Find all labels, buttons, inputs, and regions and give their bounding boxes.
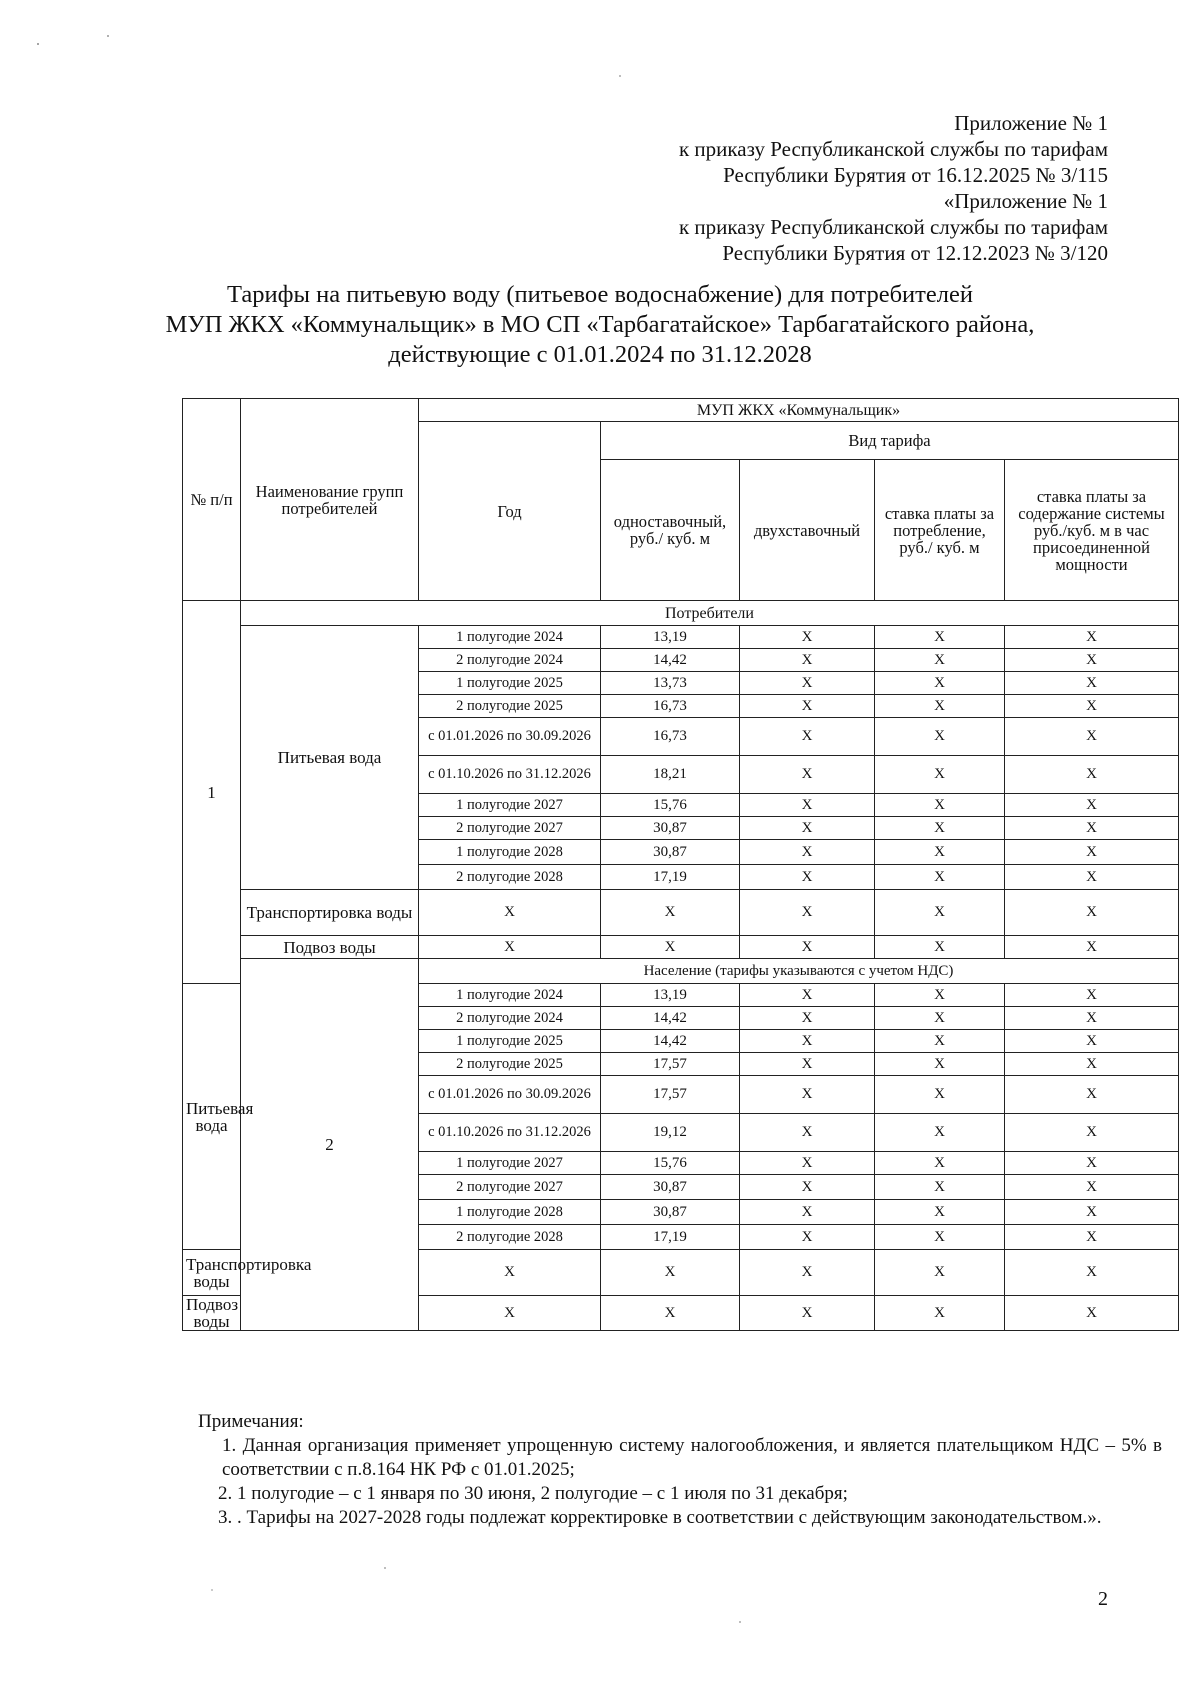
cell-double: Х	[740, 890, 875, 936]
cell-maintenance: Х	[1005, 1114, 1179, 1152]
cell-single: 13,73	[601, 672, 740, 695]
cell-consumption: Х	[875, 817, 1005, 840]
cell-year: 2 полугодие 2027	[419, 1175, 601, 1200]
cell-double: Х	[740, 1200, 875, 1225]
cell-double: Х	[740, 718, 875, 756]
cell-year: 1 полугодие 2028	[419, 840, 601, 865]
cell-double: Х	[740, 1152, 875, 1175]
cell-single: 30,87	[601, 840, 740, 865]
cell-year: Х	[419, 936, 601, 959]
cell-consumption: Х	[875, 756, 1005, 794]
cell-single: 30,87	[601, 817, 740, 840]
cell-single: 15,76	[601, 794, 740, 817]
cell-consumption: Х	[875, 1200, 1005, 1225]
cell-double: Х	[740, 794, 875, 817]
header-num: № п/п	[183, 399, 241, 601]
cell-maintenance: Х	[1005, 1200, 1179, 1225]
scan-speck	[37, 43, 39, 45]
cell-maintenance: Х	[1005, 672, 1179, 695]
cell-consumption: Х	[875, 649, 1005, 672]
cell-maintenance: Х	[1005, 936, 1179, 959]
scan-speck	[619, 75, 621, 77]
cell-maintenance: Х	[1005, 626, 1179, 649]
cell-double: Х	[740, 936, 875, 959]
cell-consumption: Х	[875, 794, 1005, 817]
title-line: Тарифы на питьевую воду (питьевое водоснабжение) для потребителей	[227, 281, 973, 308]
cell-double: Х	[740, 1053, 875, 1076]
header-org: МУП ЖКХ «Коммунальщик»	[419, 399, 1179, 422]
cell-single: 16,73	[601, 695, 740, 718]
cell-consumption: Х	[875, 1175, 1005, 1200]
cell-maintenance: Х	[1005, 890, 1179, 936]
cell-maintenance: Х	[1005, 817, 1179, 840]
group-transport: Транспортировка воды	[183, 1250, 241, 1296]
cell-maintenance: Х	[1005, 1076, 1179, 1114]
cell-double: Х	[740, 1175, 875, 1200]
cell-year: 2 полугодие 2024	[419, 649, 601, 672]
cell-double: Х	[740, 1076, 875, 1114]
cell-maintenance: Х	[1005, 1175, 1179, 1200]
cell-double: Х	[740, 1225, 875, 1250]
cell-single: Х	[601, 936, 740, 959]
scan-speck	[384, 1567, 386, 1569]
header-consumption: ставка платы за потребление, руб./ куб. м	[875, 460, 1005, 601]
cell-year: 2 полугодие 2025	[419, 695, 601, 718]
cell-consumption: Х	[875, 1076, 1005, 1114]
cell-maintenance: Х	[1005, 649, 1179, 672]
header-single: одноставочный, руб./ куб. м	[601, 460, 740, 601]
cell-year: 2 полугодие 2025	[419, 1053, 601, 1076]
cell-consumption: Х	[875, 718, 1005, 756]
cell-maintenance: Х	[1005, 1007, 1179, 1030]
cell-double: Х	[740, 649, 875, 672]
scan-speck	[211, 1589, 213, 1591]
appendix-line: Республики Бурятия от 16.12.2025 № 3/115	[723, 163, 1108, 187]
cell-single: 17,19	[601, 1225, 740, 1250]
header-group: Наименование групп потребителей	[241, 399, 419, 601]
cell-double: Х	[740, 1250, 875, 1296]
appendix-line: к приказу Республиканской службы по тарифам	[678, 215, 1108, 239]
group-transport: Транспортировка воды	[241, 890, 419, 936]
cell-year: 1 полугодие 2028	[419, 1200, 601, 1225]
cell-maintenance: Х	[1005, 794, 1179, 817]
group-drinking-water: Питьевая вода	[183, 984, 241, 1250]
cell-single: 19,12	[601, 1114, 740, 1152]
cell-consumption: Х	[875, 936, 1005, 959]
cell-double: Х	[740, 695, 875, 718]
cell-consumption: Х	[875, 1053, 1005, 1076]
cell-maintenance: Х	[1005, 1053, 1179, 1076]
cell-consumption: Х	[875, 984, 1005, 1007]
cell-maintenance: Х	[1005, 756, 1179, 794]
cell-single: Х	[601, 1250, 740, 1296]
cell-consumption: Х	[875, 1250, 1005, 1296]
cell-consumption: Х	[875, 1152, 1005, 1175]
note-item: 1. Данная организация применяет упрощенную систему налогообложения, и является плательщиком НДС – 5% в соответствии с п.8.164 НК РФ с 01.01.2025;	[222, 1435, 1162, 1480]
cell-year: 2 полугодие 2028	[419, 1225, 601, 1250]
note-item: 3. . Тарифы на 2027-2028 годы подлежат корректировке в соответствии с действующим законодательством.».	[218, 1507, 1102, 1528]
cell-double: Х	[740, 1007, 875, 1030]
cell-maintenance: Х	[1005, 1030, 1179, 1053]
group-delivery: Подвоз воды	[183, 1296, 241, 1331]
group-delivery: Подвоз воды	[241, 936, 419, 959]
appendix-line: к приказу Республиканской службы по тарифам	[678, 137, 1108, 161]
appendix-line: «Приложение № 1	[943, 189, 1108, 213]
header-double: двухставочный	[740, 460, 875, 601]
cell-double: Х	[740, 756, 875, 794]
cell-maintenance: Х	[1005, 984, 1179, 1007]
cell-single: 13,19	[601, 984, 740, 1007]
section-number: 2	[241, 959, 419, 1331]
cell-single: 15,76	[601, 1152, 740, 1175]
cell-year: с 01.01.2026 по 30.09.2026	[419, 718, 601, 756]
cell-double: Х	[740, 672, 875, 695]
appendix-line: Приложение № 1	[954, 111, 1108, 135]
cell-double: Х	[740, 865, 875, 890]
cell-double: Х	[740, 840, 875, 865]
group-drinking-water: Питьевая вода	[241, 626, 419, 890]
cell-maintenance: Х	[1005, 1296, 1179, 1331]
cell-double: Х	[740, 1296, 875, 1331]
cell-maintenance: Х	[1005, 1152, 1179, 1175]
cell-year: 1 полугодие 2024	[419, 984, 601, 1007]
cell-year: Х	[419, 1296, 601, 1331]
cell-consumption: Х	[875, 840, 1005, 865]
cell-year: с 01.01.2026 по 30.09.2026	[419, 1076, 601, 1114]
cell-year: Х	[419, 1250, 601, 1296]
cell-year: 1 полугодие 2027	[419, 794, 601, 817]
cell-consumption: Х	[875, 695, 1005, 718]
cell-single: 14,42	[601, 1007, 740, 1030]
cell-year: с 01.10.2026 по 31.12.2026	[419, 1114, 601, 1152]
cell-consumption: Х	[875, 672, 1005, 695]
cell-single: Х	[601, 890, 740, 936]
cell-consumption: Х	[875, 1007, 1005, 1030]
cell-single: 30,87	[601, 1200, 740, 1225]
appendix-line: Республики Бурятия от 12.12.2023 № 3/120	[722, 241, 1108, 265]
cell-single: 14,42	[601, 649, 740, 672]
notes-heading: Примечания:	[198, 1411, 304, 1432]
cell-single: 18,21	[601, 756, 740, 794]
header-year: Год	[419, 422, 601, 601]
cell-single: 17,19	[601, 865, 740, 890]
cell-year: 2 полугодие 2027	[419, 817, 601, 840]
cell-year: с 01.10.2026 по 31.12.2026	[419, 756, 601, 794]
section-number: 1	[183, 601, 241, 984]
note-item: 2. 1 полугодие – с 1 января по 30 июня, 2 полугодие – с 1 июля по 31 декабря;	[218, 1483, 848, 1504]
cell-single: 30,87	[601, 1175, 740, 1200]
cell-double: Х	[740, 1114, 875, 1152]
cell-consumption: Х	[875, 865, 1005, 890]
cell-maintenance: Х	[1005, 695, 1179, 718]
header-maintenance: ставка платы за содержание системы руб./куб. м в час присоединенной мощности	[1005, 460, 1179, 601]
cell-consumption: Х	[875, 1114, 1005, 1152]
cell-single: 17,57	[601, 1076, 740, 1114]
cell-consumption: Х	[875, 1225, 1005, 1250]
cell-maintenance: Х	[1005, 865, 1179, 890]
cell-maintenance: Х	[1005, 1225, 1179, 1250]
title-line: МУП ЖКХ «Коммунальщик» в МО СП «Тарбагатайское» Тарбагатайского района,	[165, 311, 1035, 338]
cell-consumption: Х	[875, 890, 1005, 936]
cell-double: Х	[740, 626, 875, 649]
scan-speck	[107, 35, 109, 37]
cell-consumption: Х	[875, 1296, 1005, 1331]
title-line: действующие с 01.01.2024 по 31.12.2028	[388, 341, 812, 368]
cell-maintenance: Х	[1005, 1250, 1179, 1296]
cell-year: 1 полугодие 2024	[419, 626, 601, 649]
section-title: Потребители	[241, 601, 1179, 626]
section-title: Население (тарифы указываются с учетом НДС)	[419, 959, 1179, 984]
cell-single: 17,57	[601, 1053, 740, 1076]
cell-single: Х	[601, 1296, 740, 1331]
cell-single: 14,42	[601, 1030, 740, 1053]
cell-double: Х	[740, 1030, 875, 1053]
cell-year: Х	[419, 890, 601, 936]
header-tariff-type: Вид тарифа	[601, 422, 1179, 460]
cell-year: 1 полугодие 2025	[419, 1030, 601, 1053]
cell-maintenance: Х	[1005, 718, 1179, 756]
cell-consumption: Х	[875, 626, 1005, 649]
page-number: 2	[1098, 1588, 1108, 1610]
scan-speck	[739, 1621, 741, 1623]
cell-year: 1 полугодие 2025	[419, 672, 601, 695]
cell-consumption: Х	[875, 1030, 1005, 1053]
cell-double: Х	[740, 817, 875, 840]
cell-year: 1 полугодие 2027	[419, 1152, 601, 1175]
cell-year: 2 полугодие 2024	[419, 1007, 601, 1030]
cell-maintenance: Х	[1005, 840, 1179, 865]
cell-double: Х	[740, 984, 875, 1007]
cell-year: 2 полугодие 2028	[419, 865, 601, 890]
cell-single: 13,19	[601, 626, 740, 649]
cell-single: 16,73	[601, 718, 740, 756]
